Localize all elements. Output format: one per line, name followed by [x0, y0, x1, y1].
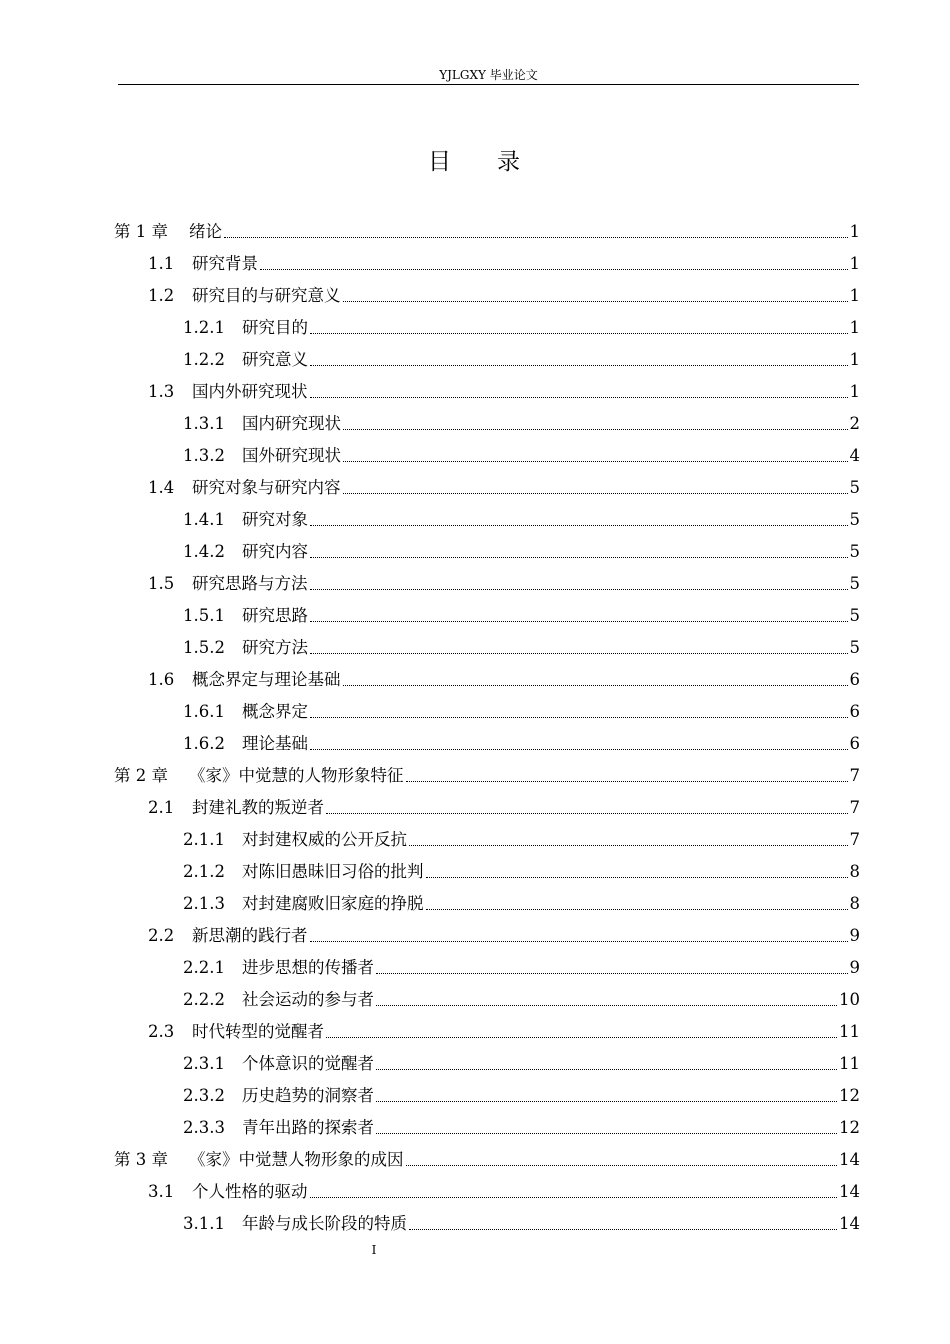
toc-dot-leader	[310, 1197, 838, 1198]
toc-dot-leader	[343, 429, 848, 430]
toc-entry-title: 封建礼教的叛逆者	[192, 798, 324, 817]
toc-dot-leader	[343, 461, 848, 462]
toc-entry-title: 研究对象	[242, 510, 308, 529]
toc-entry-number: 1.2.2	[183, 350, 225, 369]
toc-entry-title: 新思潮的践行者	[192, 926, 308, 945]
toc-entry-page: 1	[849, 318, 860, 337]
toc-entry-page: 5	[849, 510, 860, 529]
toc-dot-leader	[310, 749, 848, 750]
toc-dot-leader	[224, 237, 848, 238]
toc-dot-leader	[310, 365, 848, 366]
toc-dot-leader	[376, 973, 848, 974]
toc-entry[interactable]	[183, 723, 860, 755]
toc-dot-leader	[310, 525, 848, 526]
toc-entry[interactable]	[148, 915, 860, 947]
toc-entry-number: 第 3 章	[114, 1150, 168, 1169]
toc-dot-leader	[310, 621, 848, 622]
toc-entry-page: 5	[849, 574, 860, 593]
toc-dot-leader	[426, 909, 848, 910]
toc-entry-title: 概念界定与理论基础	[192, 670, 341, 689]
toc-entry[interactable]	[148, 1171, 860, 1203]
toc-entry-title: 研究背景	[192, 254, 258, 273]
toc-entry-number: 1.5.1	[183, 606, 225, 625]
toc-entry[interactable]	[183, 883, 860, 915]
toc-entry-title: 绪论	[189, 222, 222, 241]
toc-entry-page: 1	[849, 382, 860, 401]
toc-entry-title: 国内研究现状	[242, 414, 341, 433]
toc-dot-leader	[376, 1133, 837, 1134]
toc-entry-number: 第 1 章	[114, 222, 168, 241]
toc-dot-leader	[310, 333, 848, 334]
toc-entry[interactable]	[183, 595, 860, 627]
toc-entry-title: 研究目的	[242, 318, 308, 337]
toc-entry[interactable]	[183, 307, 860, 339]
toc-entry-title: 社会运动的参与者	[242, 990, 374, 1009]
toc-entry[interactable]	[148, 275, 860, 307]
toc-dot-leader	[326, 1037, 837, 1038]
toc-entry-page: 4	[849, 446, 860, 465]
toc-entry-number: 2.2.2	[183, 990, 225, 1009]
toc-dot-leader	[343, 685, 848, 686]
toc-entry-title: 研究目的与研究意义	[192, 286, 341, 305]
toc-dot-leader	[376, 1101, 837, 1102]
toc-entry-title: 国内外研究现状	[192, 382, 308, 401]
toc-entry-number: 2.3	[148, 1022, 175, 1041]
toc-title-left: 目	[428, 149, 453, 175]
toc-entry-page: 5	[849, 606, 860, 625]
toc-dot-leader	[310, 557, 848, 558]
toc-dot-leader	[310, 589, 848, 590]
toc-entry-number: 3.1.1	[183, 1214, 225, 1233]
toc-dot-leader	[409, 1229, 837, 1230]
toc-entry-title: 研究意义	[242, 350, 308, 369]
toc-entry-title: 对陈旧愚昧旧习俗的批判	[242, 862, 424, 881]
toc-entry[interactable]	[148, 563, 860, 595]
toc-entry-title: 《家》中觉慧的人物形象特征	[189, 766, 404, 785]
header-rule	[118, 84, 859, 85]
toc-entry[interactable]	[183, 1075, 860, 1107]
toc-entry-number: 1.3.1	[183, 414, 225, 433]
toc-entry-page: 5	[849, 478, 860, 497]
toc-entry-number: 1.6	[148, 670, 175, 689]
toc-entry-number: 2.1.2	[183, 862, 225, 881]
toc-entry-page: 14	[839, 1182, 860, 1201]
toc-entry[interactable]	[148, 467, 860, 499]
toc-entry-page: 8	[849, 894, 860, 913]
toc-entry-title: 《家》中觉慧人物形象的成因	[189, 1150, 404, 1169]
toc-entry[interactable]	[114, 1139, 860, 1171]
toc-dot-leader	[376, 1005, 837, 1006]
toc-entry-title: 青年出路的探索者	[242, 1118, 374, 1137]
toc-dot-leader	[343, 493, 848, 494]
toc-entry-page: 7	[849, 798, 860, 817]
toc-entry-title: 历史趋势的洞察者	[242, 1086, 374, 1105]
toc-title-right: 录	[497, 149, 522, 175]
toc-dot-leader	[343, 301, 848, 302]
toc-entry-title: 对封建权威的公开反抗	[242, 830, 407, 849]
toc-entry-title: 研究对象与研究内容	[192, 478, 341, 497]
toc-entry-title: 研究内容	[242, 542, 308, 561]
toc-entry-number: 2.2	[148, 926, 175, 945]
toc-title	[0, 146, 950, 178]
toc-dot-leader	[406, 781, 848, 782]
toc-entry[interactable]	[183, 851, 860, 883]
toc-entry-number: 1.4	[148, 478, 175, 497]
toc-entry-number: 1.1	[148, 254, 175, 273]
page-header: YJLGXY 毕业论文	[439, 68, 538, 82]
toc-entry-page: 5	[849, 638, 860, 657]
toc-entry-number: 第 2 章	[114, 766, 168, 785]
toc-entry-page: 14	[839, 1150, 860, 1169]
toc-entry-number: 1.3	[148, 382, 175, 401]
toc-entry[interactable]	[114, 755, 860, 787]
toc-entry-title: 理论基础	[242, 734, 308, 753]
toc-entry-number: 1.3.2	[183, 446, 225, 465]
toc-entry-page: 8	[849, 862, 860, 881]
toc-dot-leader	[310, 397, 848, 398]
toc-dot-leader	[310, 717, 848, 718]
toc-entry-number: 2.3.3	[183, 1118, 225, 1137]
toc-entry-title: 研究方法	[242, 638, 308, 657]
toc-entry-number: 3.1	[148, 1182, 175, 1201]
toc-entry[interactable]	[183, 403, 860, 435]
toc-entry-page: 12	[839, 1118, 860, 1137]
toc-entry-title: 概念界定	[242, 702, 308, 721]
toc-entry-page: 7	[849, 766, 860, 785]
toc-entry-number: 1.2.1	[183, 318, 225, 337]
toc-entry-page: 6	[849, 702, 860, 721]
toc-entry-number: 2.2.1	[183, 958, 225, 977]
toc-entry-title: 个体意识的觉醒者	[242, 1054, 374, 1073]
toc-entry-page: 10	[839, 990, 860, 1009]
toc-entry[interactable]	[183, 1107, 860, 1139]
toc-entry[interactable]	[183, 1043, 860, 1075]
toc-entry-page: 9	[849, 958, 860, 977]
toc-dot-leader	[326, 813, 848, 814]
toc-entry-page: 7	[849, 830, 860, 849]
toc-entry-title: 时代转型的觉醒者	[192, 1022, 324, 1041]
toc-dot-leader	[310, 941, 848, 942]
toc-entry[interactable]	[183, 627, 860, 659]
toc-entry-page: 1	[849, 254, 860, 273]
toc-entry-number: 1.6.2	[183, 734, 225, 753]
toc-entry-number: 2.1.1	[183, 830, 225, 849]
toc-entry[interactable]	[183, 499, 860, 531]
toc-entry-page: 6	[849, 734, 860, 753]
toc-entry-title: 个人性格的驱动	[192, 1182, 308, 1201]
toc-entry[interactable]	[183, 339, 860, 371]
toc-entry-page: 1	[849, 222, 860, 241]
toc-entry[interactable]	[183, 691, 860, 723]
toc-dot-leader	[406, 1165, 838, 1166]
toc-entry[interactable]	[148, 659, 860, 691]
toc-entry-title: 进步思想的传播者	[242, 958, 374, 977]
toc-entry-page: 1	[849, 286, 860, 305]
toc-dot-leader	[409, 845, 848, 846]
toc-entry-page: 14	[839, 1214, 860, 1233]
toc-entry[interactable]	[183, 531, 860, 563]
toc-entry-number: 1.5.2	[183, 638, 225, 657]
toc-dot-leader	[260, 269, 848, 270]
toc-dot-leader	[310, 653, 848, 654]
toc-entry-page: 5	[849, 542, 860, 561]
toc-entry-number: 1.4.2	[183, 542, 225, 561]
toc-entry[interactable]	[183, 947, 860, 979]
toc-entry-title: 研究思路	[242, 606, 308, 625]
toc-entry-number: 2.3.2	[183, 1086, 225, 1105]
toc-entry-page: 1	[849, 350, 860, 369]
toc-entry[interactable]	[148, 787, 860, 819]
toc-entry[interactable]	[114, 211, 860, 243]
toc-entry-page: 2	[849, 414, 860, 433]
toc-entry[interactable]	[183, 435, 860, 467]
toc-entry-number: 2.1	[148, 798, 175, 817]
toc-dot-leader	[376, 1069, 837, 1070]
toc-entry-number: 1.4.1	[183, 510, 225, 529]
toc-entry-number: 1.6.1	[183, 702, 225, 721]
toc-entry[interactable]	[148, 243, 860, 275]
toc-entry[interactable]	[183, 1203, 860, 1235]
toc-entry-number: 1.2	[148, 286, 175, 305]
toc-entry-title: 年龄与成长阶段的特质	[242, 1214, 407, 1233]
toc-entry-page: 11	[839, 1022, 860, 1041]
toc-entry-page: 11	[839, 1054, 860, 1073]
toc-dot-leader	[426, 877, 848, 878]
page-number: I	[371, 1243, 377, 1257]
toc-entry-title: 国外研究现状	[242, 446, 341, 465]
toc-entry[interactable]	[183, 819, 860, 851]
toc-entry-number: 2.3.1	[183, 1054, 225, 1073]
toc-entry-page: 9	[849, 926, 860, 945]
toc-entry-number: 2.1.3	[183, 894, 225, 913]
toc-entry-title: 研究思路与方法	[192, 574, 308, 593]
toc-entry-page: 12	[839, 1086, 860, 1105]
toc-entry[interactable]	[148, 371, 860, 403]
toc-entry[interactable]	[183, 979, 860, 1011]
toc-entry[interactable]	[148, 1011, 860, 1043]
toc-entry-title: 对封建腐败旧家庭的挣脱	[242, 894, 424, 913]
toc-entry-number: 1.5	[148, 574, 175, 593]
toc-entry-page: 6	[849, 670, 860, 689]
